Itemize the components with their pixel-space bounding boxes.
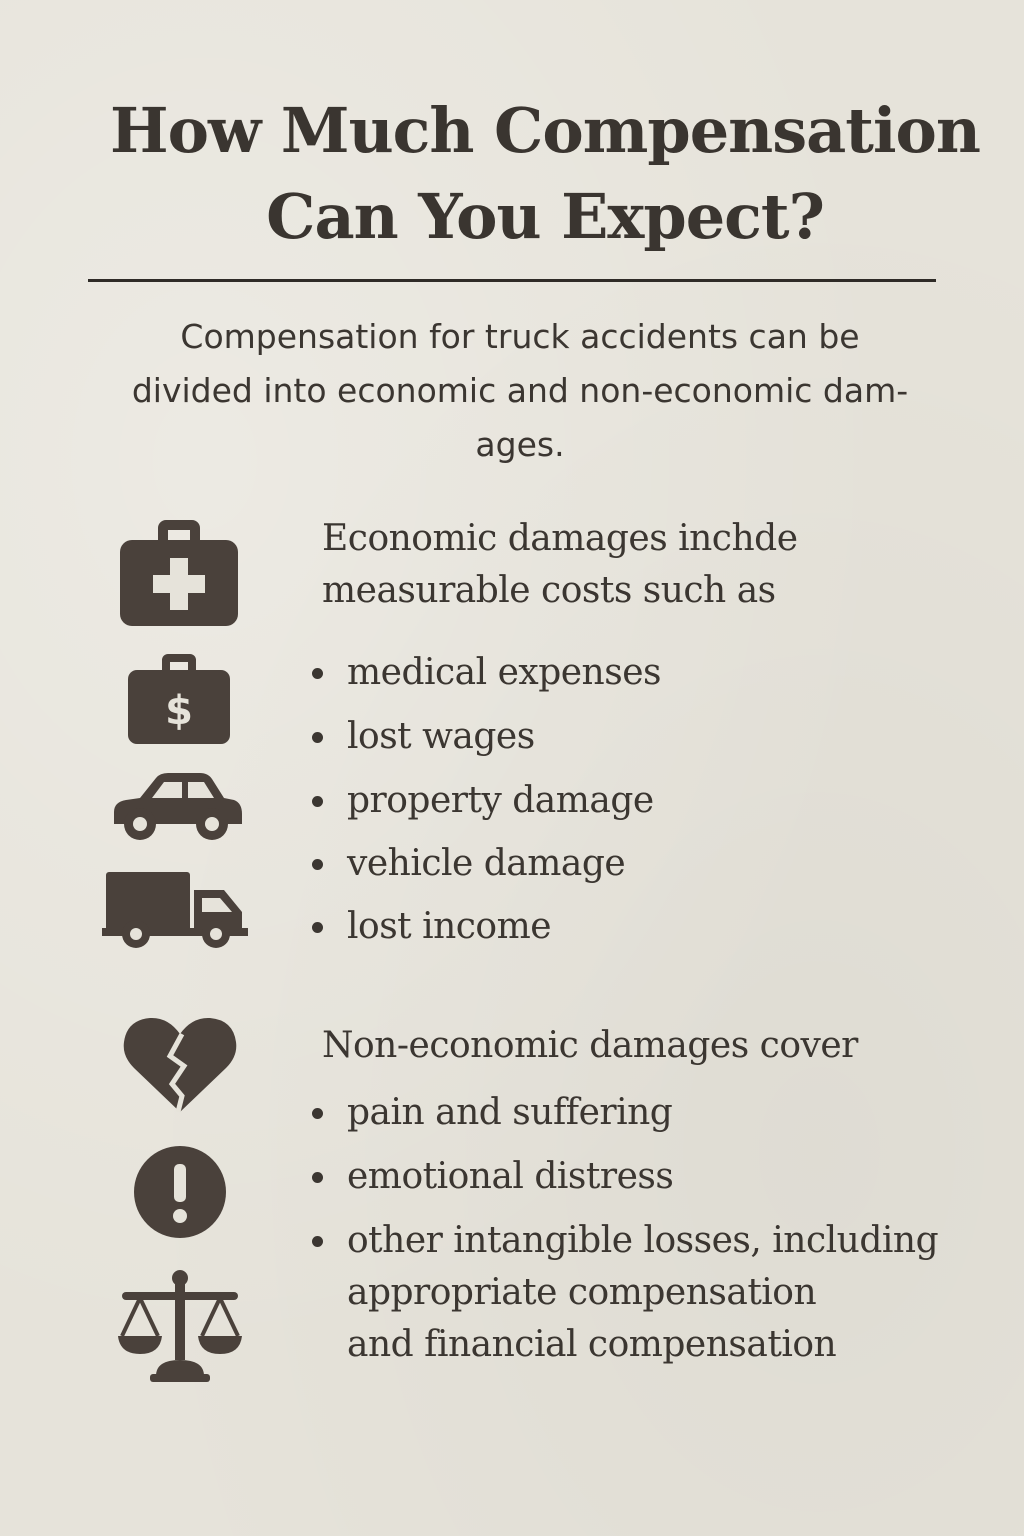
car-icon [108, 768, 244, 842]
page-title [80, 88, 1010, 260]
bullet-dot [312, 796, 323, 807]
svg-text:$: $ [165, 688, 193, 734]
intro-line-3: ages. [475, 425, 565, 464]
title-line-1: How Much Compensation [110, 94, 980, 167]
bullet-dot [312, 1172, 323, 1183]
first-aid-kit-icon [118, 518, 240, 630]
list-item-line-1: other intangible losses, including [347, 1220, 939, 1261]
list-item-line-2: appropriate compensation [347, 1272, 817, 1313]
list-item-text [347, 1215, 938, 1371]
list-item-text: property damage [347, 780, 654, 821]
truck-icon [102, 868, 248, 950]
bullet-dot [312, 1108, 323, 1119]
title-line-2: Can You Expect? [266, 180, 824, 253]
intro-paragraph [70, 310, 970, 472]
list-item-text: vehicle damage [347, 843, 626, 884]
intro-line-1: Compensation for truck accidents can be [180, 317, 860, 356]
bullet-dot [312, 668, 323, 679]
economic-damages-heading [322, 513, 798, 617]
bullet-dot [312, 922, 323, 933]
economic-heading-line-1: Economic damages inchde [322, 518, 798, 559]
non-economic-heading-text: Non-economic damages cover [322, 1025, 858, 1066]
economic-heading-line-2: measurable costs such as [322, 570, 776, 611]
money-bag-icon [126, 652, 232, 746]
bullet-dot [312, 732, 323, 743]
broken-heart-icon [122, 1016, 238, 1114]
list-item-line-3: and financial compensation [347, 1324, 837, 1365]
exclamation-circle-icon [132, 1144, 228, 1240]
list-item-text: medical expenses [347, 652, 661, 693]
non-economic-damages-heading [322, 1020, 858, 1072]
intro-line-2: divided into economic and non-economic dam- [131, 371, 909, 410]
title-divider [88, 279, 936, 282]
list-item-text: lost wages [347, 716, 535, 757]
list-item-text: lost income [347, 906, 552, 947]
list-item-text: emotional distress [347, 1156, 674, 1197]
list-item-text: pain and suffering [347, 1092, 673, 1133]
bullet-dot [312, 1236, 323, 1247]
scales-of-justice-icon [116, 1268, 244, 1384]
bullet-dot [312, 859, 323, 870]
